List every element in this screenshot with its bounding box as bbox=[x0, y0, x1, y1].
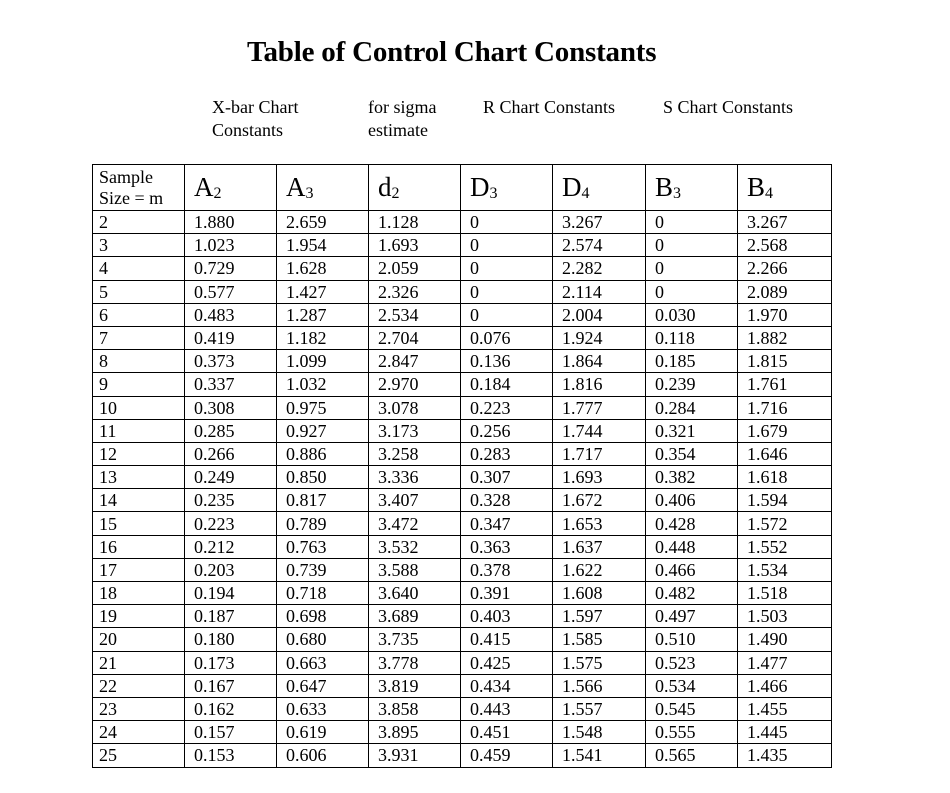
constant-cell-b4: 2.266 bbox=[738, 257, 832, 280]
constant-cell-d3: 0.378 bbox=[461, 558, 553, 581]
constant-cell-b4: 1.552 bbox=[738, 535, 832, 558]
constant-cell-d3: 0.425 bbox=[461, 651, 553, 674]
constant-cell-b3: 0.555 bbox=[646, 721, 738, 744]
constant-cell-d4: 1.924 bbox=[553, 326, 646, 349]
constant-cell-a3: 1.287 bbox=[277, 303, 369, 326]
sample-size-cell: 4 bbox=[93, 257, 185, 280]
constant-cell-b3: 0 bbox=[646, 234, 738, 257]
constant-cell-d4: 1.548 bbox=[553, 721, 646, 744]
constant-cell-d4: 2.114 bbox=[553, 280, 646, 303]
constant-cell-d2: 2.970 bbox=[369, 373, 461, 396]
constant-cell-b4: 1.815 bbox=[738, 350, 832, 373]
table-row bbox=[93, 350, 832, 373]
constant-cell-b4: 1.679 bbox=[738, 419, 832, 442]
constant-cell-a3: 0.619 bbox=[277, 721, 369, 744]
column-header-b4 bbox=[738, 165, 832, 211]
constant-cell-b3: 0.239 bbox=[646, 373, 738, 396]
constant-cell-d3: 0 bbox=[461, 280, 553, 303]
sample-size-cell: 16 bbox=[93, 535, 185, 558]
constant-cell-a2: 0.577 bbox=[185, 280, 277, 303]
constant-cell-a2: 0.212 bbox=[185, 535, 277, 558]
constant-cell-d4: 1.608 bbox=[553, 582, 646, 605]
sample-size-cell: 7 bbox=[93, 326, 185, 349]
constant-cell-a2: 1.023 bbox=[185, 234, 277, 257]
sample-size-cell: 20 bbox=[93, 628, 185, 651]
constant-cell-d4: 1.717 bbox=[553, 442, 646, 465]
constant-cell-d4: 3.267 bbox=[553, 211, 646, 234]
sample-size-cell: 8 bbox=[93, 350, 185, 373]
sample-size-header-line-2: Size = m bbox=[99, 187, 164, 208]
constant-cell-a2: 0.235 bbox=[185, 489, 277, 512]
constant-cell-a2: 0.308 bbox=[185, 396, 277, 419]
constant-cell-d4: 2.574 bbox=[553, 234, 646, 257]
sample-size-cell: 9 bbox=[93, 373, 185, 396]
constant-cell-b3: 0.428 bbox=[646, 512, 738, 535]
constant-cell-b3: 0.185 bbox=[646, 350, 738, 373]
constant-cell-d3: 0.451 bbox=[461, 721, 553, 744]
constant-cell-d4: 1.557 bbox=[553, 697, 646, 720]
table-row bbox=[93, 628, 832, 651]
constant-cell-a2: 0.223 bbox=[185, 512, 277, 535]
column-subscript: 3 bbox=[305, 185, 314, 202]
constant-cell-a2: 0.153 bbox=[185, 744, 277, 767]
constants-table bbox=[92, 164, 832, 768]
table-row bbox=[93, 466, 832, 489]
constant-cell-a3: 0.606 bbox=[277, 744, 369, 767]
constant-cell-d2: 3.689 bbox=[369, 605, 461, 628]
constant-cell-b4: 1.477 bbox=[738, 651, 832, 674]
constant-cell-d3: 0.363 bbox=[461, 535, 553, 558]
column-symbol: B bbox=[747, 172, 766, 202]
table-row bbox=[93, 303, 832, 326]
constant-cell-d2: 2.059 bbox=[369, 257, 461, 280]
column-subscript: 3 bbox=[673, 185, 682, 202]
page-title: Table of Control Chart Constants bbox=[247, 36, 657, 68]
constant-cell-a2: 0.180 bbox=[185, 628, 277, 651]
table-row bbox=[93, 211, 832, 234]
column-subscript: 4 bbox=[765, 185, 774, 202]
constant-cell-a3: 1.954 bbox=[277, 234, 369, 257]
sample-size-cell: 3 bbox=[93, 234, 185, 257]
constant-cell-a3: 0.698 bbox=[277, 605, 369, 628]
constant-cell-a3: 1.628 bbox=[277, 257, 369, 280]
constant-cell-d3: 0.223 bbox=[461, 396, 553, 419]
constant-cell-b3: 0 bbox=[646, 257, 738, 280]
constant-cell-a3: 0.789 bbox=[277, 512, 369, 535]
constant-cell-b4: 1.572 bbox=[738, 512, 832, 535]
constant-cell-b3: 0.497 bbox=[646, 605, 738, 628]
column-subscript: 3 bbox=[489, 185, 498, 202]
constant-cell-b4: 1.466 bbox=[738, 674, 832, 697]
table-row bbox=[93, 651, 832, 674]
constant-cell-d3: 0.391 bbox=[461, 582, 553, 605]
column-symbol: D bbox=[562, 172, 582, 202]
constant-cell-a3: 0.663 bbox=[277, 651, 369, 674]
column-header-d2 bbox=[369, 165, 461, 211]
constant-cell-a2: 0.157 bbox=[185, 721, 277, 744]
column-symbol: A bbox=[286, 172, 306, 202]
constant-cell-b3: 0.118 bbox=[646, 326, 738, 349]
sample-size-cell: 17 bbox=[93, 558, 185, 581]
constant-cell-a3: 0.850 bbox=[277, 466, 369, 489]
constant-cell-a2: 1.880 bbox=[185, 211, 277, 234]
constant-cell-d2: 2.704 bbox=[369, 326, 461, 349]
xbar-header-line-1: X-bar Chart bbox=[212, 97, 299, 117]
table-header-row bbox=[93, 165, 832, 211]
sample-size-cell: 10 bbox=[93, 396, 185, 419]
table-row bbox=[93, 721, 832, 744]
table-row bbox=[93, 605, 832, 628]
constant-cell-d2: 1.128 bbox=[369, 211, 461, 234]
constant-cell-a3: 1.032 bbox=[277, 373, 369, 396]
table-row bbox=[93, 744, 832, 767]
constant-cell-a2: 0.194 bbox=[185, 582, 277, 605]
constant-cell-a3: 0.739 bbox=[277, 558, 369, 581]
constant-cell-d4: 1.777 bbox=[553, 396, 646, 419]
column-symbol: d bbox=[378, 172, 392, 202]
constant-cell-a3: 1.099 bbox=[277, 350, 369, 373]
constant-cell-d2: 3.588 bbox=[369, 558, 461, 581]
constant-cell-d2: 2.847 bbox=[369, 350, 461, 373]
constant-cell-d4: 2.282 bbox=[553, 257, 646, 280]
constant-cell-b4: 1.490 bbox=[738, 628, 832, 651]
constant-cell-a3: 0.817 bbox=[277, 489, 369, 512]
constant-cell-d4: 1.744 bbox=[553, 419, 646, 442]
sample-size-cell: 12 bbox=[93, 442, 185, 465]
constant-cell-b4: 3.267 bbox=[738, 211, 832, 234]
constant-cell-d3: 0.076 bbox=[461, 326, 553, 349]
table-row bbox=[93, 489, 832, 512]
constant-cell-d4: 1.541 bbox=[553, 744, 646, 767]
sample-size-cell: 6 bbox=[93, 303, 185, 326]
constant-cell-b4: 1.503 bbox=[738, 605, 832, 628]
column-header-a3 bbox=[277, 165, 369, 211]
constant-cell-a2: 0.285 bbox=[185, 419, 277, 442]
constant-cell-b4: 1.518 bbox=[738, 582, 832, 605]
constant-cell-d2: 3.532 bbox=[369, 535, 461, 558]
constant-cell-a2: 0.173 bbox=[185, 651, 277, 674]
constant-cell-a3: 0.927 bbox=[277, 419, 369, 442]
constant-cell-d3: 0.443 bbox=[461, 697, 553, 720]
constant-cell-b4: 1.594 bbox=[738, 489, 832, 512]
sample-size-cell: 14 bbox=[93, 489, 185, 512]
constant-cell-d3: 0 bbox=[461, 234, 553, 257]
constant-cell-d4: 1.622 bbox=[553, 558, 646, 581]
constant-cell-a2: 0.729 bbox=[185, 257, 277, 280]
constant-cell-b3: 0.030 bbox=[646, 303, 738, 326]
table-row bbox=[93, 280, 832, 303]
column-header-b3 bbox=[646, 165, 738, 211]
constant-cell-a3: 1.427 bbox=[277, 280, 369, 303]
constant-cell-a3: 0.633 bbox=[277, 697, 369, 720]
constant-cell-d3: 0.136 bbox=[461, 350, 553, 373]
table-row bbox=[93, 326, 832, 349]
sample-size-cell: 11 bbox=[93, 419, 185, 442]
constant-cell-a3: 0.680 bbox=[277, 628, 369, 651]
constant-cell-d3: 0.434 bbox=[461, 674, 553, 697]
sample-size-cell: 23 bbox=[93, 697, 185, 720]
constant-cell-d2: 3.258 bbox=[369, 442, 461, 465]
constant-cell-d3: 0.459 bbox=[461, 744, 553, 767]
column-subscript: 2 bbox=[213, 185, 222, 202]
constant-cell-d2: 3.173 bbox=[369, 419, 461, 442]
constant-cell-d4: 1.585 bbox=[553, 628, 646, 651]
constant-cell-a3: 2.659 bbox=[277, 211, 369, 234]
column-subscript: 4 bbox=[581, 185, 590, 202]
constant-cell-b3: 0.565 bbox=[646, 744, 738, 767]
constant-cell-b3: 0.482 bbox=[646, 582, 738, 605]
xbar-constants-header bbox=[212, 96, 298, 142]
column-symbol: D bbox=[470, 172, 490, 202]
table-row bbox=[93, 396, 832, 419]
constant-cell-d3: 0.347 bbox=[461, 512, 553, 535]
constant-cell-b3: 0.510 bbox=[646, 628, 738, 651]
table-row bbox=[93, 674, 832, 697]
constant-cell-d4: 1.566 bbox=[553, 674, 646, 697]
constant-cell-d2: 3.472 bbox=[369, 512, 461, 535]
constant-cell-a2: 0.167 bbox=[185, 674, 277, 697]
constant-cell-d4: 1.693 bbox=[553, 466, 646, 489]
constant-cell-a2: 0.419 bbox=[185, 326, 277, 349]
constant-cell-b4: 1.646 bbox=[738, 442, 832, 465]
constant-cell-d4: 1.575 bbox=[553, 651, 646, 674]
constant-cell-b3: 0.354 bbox=[646, 442, 738, 465]
constant-cell-a2: 0.203 bbox=[185, 558, 277, 581]
constant-cell-d4: 1.653 bbox=[553, 512, 646, 535]
xbar-header-line-2: Constants bbox=[212, 120, 284, 140]
table-row bbox=[93, 442, 832, 465]
constant-cell-b4: 1.761 bbox=[738, 373, 832, 396]
table-row bbox=[93, 373, 832, 396]
constant-cell-d3: 0.328 bbox=[461, 489, 553, 512]
constant-cell-d4: 2.004 bbox=[553, 303, 646, 326]
sigma-header-line-1: for sigma bbox=[368, 97, 437, 117]
constant-cell-b3: 0.284 bbox=[646, 396, 738, 419]
sample-size-cell: 18 bbox=[93, 582, 185, 605]
constant-cell-a2: 0.162 bbox=[185, 697, 277, 720]
r-chart-constants-header: R Chart Constants bbox=[483, 97, 616, 117]
constant-cell-a2: 0.187 bbox=[185, 605, 277, 628]
sample-size-cell: 19 bbox=[93, 605, 185, 628]
constant-cell-d3: 0.184 bbox=[461, 373, 553, 396]
table-row bbox=[93, 257, 832, 280]
constant-cell-a2: 0.373 bbox=[185, 350, 277, 373]
constant-cell-a2: 0.266 bbox=[185, 442, 277, 465]
constant-cell-d2: 3.931 bbox=[369, 744, 461, 767]
constant-cell-d4: 1.672 bbox=[553, 489, 646, 512]
constant-cell-b3: 0 bbox=[646, 211, 738, 234]
constant-cell-d2: 1.693 bbox=[369, 234, 461, 257]
constant-cell-d4: 1.597 bbox=[553, 605, 646, 628]
column-symbol: A bbox=[194, 172, 214, 202]
constant-cell-d2: 3.640 bbox=[369, 582, 461, 605]
constant-cell-a2: 0.483 bbox=[185, 303, 277, 326]
constant-cell-b4: 1.435 bbox=[738, 744, 832, 767]
constant-cell-b3: 0.466 bbox=[646, 558, 738, 581]
constant-cell-b4: 1.716 bbox=[738, 396, 832, 419]
constant-cell-d3: 0.283 bbox=[461, 442, 553, 465]
constant-cell-b3: 0.321 bbox=[646, 419, 738, 442]
table-row bbox=[93, 535, 832, 558]
sample-size-header bbox=[93, 165, 185, 211]
constant-cell-a3: 0.647 bbox=[277, 674, 369, 697]
constant-cell-d4: 1.637 bbox=[553, 535, 646, 558]
constant-cell-b3: 0.523 bbox=[646, 651, 738, 674]
column-header-a2 bbox=[185, 165, 277, 211]
table-row bbox=[93, 234, 832, 257]
constant-cell-d2: 3.895 bbox=[369, 721, 461, 744]
constant-cell-a2: 0.337 bbox=[185, 373, 277, 396]
constant-cell-b3: 0.406 bbox=[646, 489, 738, 512]
constant-cell-a3: 0.975 bbox=[277, 396, 369, 419]
sample-size-header-line-1: Sample bbox=[99, 166, 153, 187]
sample-size-cell: 21 bbox=[93, 651, 185, 674]
column-header-d3 bbox=[461, 165, 553, 211]
constant-cell-d3: 0.256 bbox=[461, 419, 553, 442]
constant-cell-a3: 1.182 bbox=[277, 326, 369, 349]
constant-cell-a3: 0.886 bbox=[277, 442, 369, 465]
column-header-d4 bbox=[553, 165, 646, 211]
constant-cell-b4: 1.455 bbox=[738, 697, 832, 720]
constant-cell-d2: 2.534 bbox=[369, 303, 461, 326]
constant-cell-b3: 0.534 bbox=[646, 674, 738, 697]
table-body bbox=[93, 211, 832, 768]
constant-cell-b4: 2.089 bbox=[738, 280, 832, 303]
constant-cell-d2: 3.078 bbox=[369, 396, 461, 419]
constant-cell-b4: 1.970 bbox=[738, 303, 832, 326]
constant-cell-d2: 3.858 bbox=[369, 697, 461, 720]
constant-cell-b3: 0 bbox=[646, 280, 738, 303]
constant-cell-d3: 0.403 bbox=[461, 605, 553, 628]
constant-cell-b4: 1.534 bbox=[738, 558, 832, 581]
sample-size-cell: 22 bbox=[93, 674, 185, 697]
table-row bbox=[93, 558, 832, 581]
sigma-header-line-2: estimate bbox=[368, 120, 428, 140]
constant-cell-d3: 0 bbox=[461, 257, 553, 280]
constant-cell-d2: 3.407 bbox=[369, 489, 461, 512]
constant-cell-d4: 1.864 bbox=[553, 350, 646, 373]
constant-cell-b4: 1.445 bbox=[738, 721, 832, 744]
sample-size-cell: 2 bbox=[93, 211, 185, 234]
constant-cell-b3: 0.448 bbox=[646, 535, 738, 558]
constant-cell-d3: 0 bbox=[461, 303, 553, 326]
constant-cell-d2: 3.336 bbox=[369, 466, 461, 489]
constant-cell-d3: 0.307 bbox=[461, 466, 553, 489]
table-row bbox=[93, 512, 832, 535]
constant-cell-b4: 2.568 bbox=[738, 234, 832, 257]
sample-size-cell: 5 bbox=[93, 280, 185, 303]
constant-cell-b3: 0.545 bbox=[646, 697, 738, 720]
column-subscript: 2 bbox=[391, 185, 400, 202]
constant-cell-b4: 1.882 bbox=[738, 326, 832, 349]
constant-cell-d2: 3.735 bbox=[369, 628, 461, 651]
constant-cell-a3: 0.763 bbox=[277, 535, 369, 558]
constant-cell-d2: 2.326 bbox=[369, 280, 461, 303]
sample-size-cell: 25 bbox=[93, 744, 185, 767]
table-row bbox=[93, 582, 832, 605]
constant-cell-a2: 0.249 bbox=[185, 466, 277, 489]
constant-cell-d3: 0 bbox=[461, 211, 553, 234]
sample-size-cell: 24 bbox=[93, 721, 185, 744]
constant-cell-d2: 3.778 bbox=[369, 651, 461, 674]
table-row bbox=[93, 419, 832, 442]
constant-cell-b4: 1.618 bbox=[738, 466, 832, 489]
sigma-estimate-header bbox=[368, 96, 436, 142]
constant-cell-b3: 0.382 bbox=[646, 466, 738, 489]
s-chart-constants-header: S Chart Constants bbox=[663, 97, 794, 117]
sample-size-cell: 15 bbox=[93, 512, 185, 535]
constant-cell-d2: 3.819 bbox=[369, 674, 461, 697]
table-row bbox=[93, 697, 832, 720]
column-symbol: B bbox=[655, 172, 674, 202]
constant-cell-d3: 0.415 bbox=[461, 628, 553, 651]
constant-cell-d4: 1.816 bbox=[553, 373, 646, 396]
constant-cell-a3: 0.718 bbox=[277, 582, 369, 605]
sample-size-cell: 13 bbox=[93, 466, 185, 489]
